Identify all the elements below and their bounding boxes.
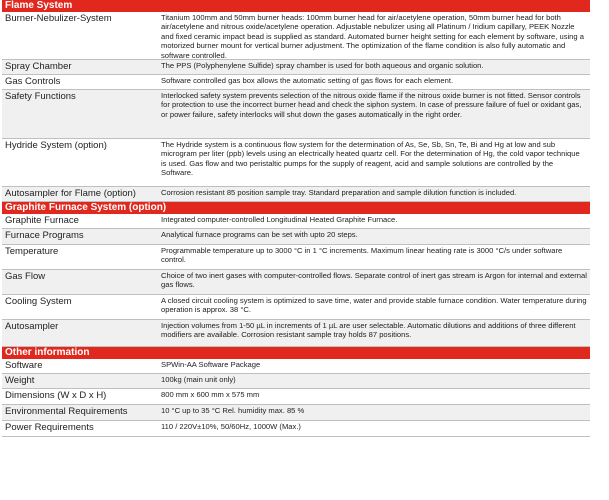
- spec-row: [2, 270, 590, 295]
- spec-value: Programmable temperature up to 3000 °C in 1 °C increments. Maximum linear heating rate is 3000 °C/s under software control.: [161, 246, 563, 265]
- spec-label: Graphite Furnace: [5, 215, 79, 226]
- spec-row: [2, 245, 590, 270]
- spec-value: Software controlled gas box allows the automatic setting of gas flows for each element.: [161, 76, 454, 85]
- spec-row: [2, 90, 590, 139]
- spec-row: [2, 187, 590, 202]
- spec-row: [2, 320, 590, 347]
- spec-value: 100kg (main unit only): [161, 375, 236, 384]
- spec-label: Safety Functions: [5, 91, 76, 102]
- spec-value: Integrated computer-controlled Longitudinal Heated Graphite Furnace.: [161, 215, 398, 224]
- spec-value: The Hydride system is a continuous flow system for the determination of As, Se, Sb, Sn, Te, Bi and Hg at low and sub microgram per liter (ppb) levels using an electrically heated quartz cell. For the determination of Hg, the cold vapor technique is used. Gas flow and two peristaltic pumps for the supply of reagent, acid and sample solutions are controlled by the Software.: [161, 140, 580, 178]
- spec-label: Dimensions (W x D x H): [5, 390, 107, 401]
- spec-value: Corrosion resistant 85 position sample tray. Standard preparation and sample dilution function is included.: [161, 188, 517, 197]
- spec-row: [2, 421, 590, 437]
- section-header-graphite-furnace: Graphite Furnace System (option): [2, 202, 590, 214]
- spec-label: Gas Controls: [5, 76, 61, 87]
- spec-value: The PPS (Polyphenylene Sulfide) spray chamber is used for both aqueous and organic solution.: [161, 61, 484, 70]
- spec-row: [2, 214, 590, 229]
- spec-label: Autosampler: [5, 321, 59, 332]
- spec-value: Injection volumes from 1-50 µL in increments of 1 µL are user selectable. Automatic dilutions and additions of three different modifiers are available. Corrosion resistant sample tray holds 87 positions.: [161, 321, 576, 340]
- spec-label: Hydride System (option): [5, 140, 107, 151]
- spec-row: [2, 389, 590, 405]
- spec-value: SPWin-AA Software Package: [161, 360, 261, 369]
- section-header-other-information: Other information: [2, 347, 590, 359]
- spec-label: Software: [5, 360, 43, 371]
- spec-row: [2, 359, 590, 374]
- spec-label: Cooling System: [5, 296, 72, 307]
- spec-row: [2, 229, 590, 245]
- spec-value: 800 mm x 600 mm x 575 mm: [161, 390, 260, 399]
- spec-label: Gas Flow: [5, 271, 46, 282]
- spec-label: Burner-Nebulizer-System: [5, 13, 112, 24]
- spec-row: [2, 12, 590, 60]
- spec-row: [2, 405, 590, 421]
- spec-table: [2, 0, 590, 437]
- spec-label: Environmental Requirements: [5, 406, 128, 417]
- spec-value: Analytical furnace programs can be set with upto 20 steps.: [161, 230, 358, 239]
- spec-value: Choice of two inert gases with computer-controlled flows. Separate control of inert gas stream is Argon for internal and external gas flows.: [161, 271, 587, 290]
- spec-row: [2, 295, 590, 320]
- spec-row: [2, 374, 590, 389]
- spec-label: Power Requirements: [5, 422, 94, 433]
- spec-value: Titanium 100mm and 50mm burner heads: 100mm burner head for air/acetylene operation, 50mm burner head for both air/acetylene and nitrous oxide/acetylene operation. Adjustable nebulizer using all Platinum / Iridium capillary, PEEK Nozzle and fixed ceramic impact bead is supplied as standard. Automated burner height setting for each element by software, using a motorized burner mount for vertical burner adjustment. The optimization of the flame condition is also fully automatic and software controlled.: [161, 13, 584, 60]
- spec-value: A closed circuit cooling system is optimized to save time, water and provide stable furnace condition. Water temperature during operation is approx. 38 °C.: [161, 296, 587, 315]
- spec-label: Weight: [5, 375, 35, 386]
- spec-label: Autosampler for Flame (option): [5, 188, 136, 199]
- section-header-flame-system: Flame System: [2, 0, 590, 12]
- spec-label: Temperature: [5, 246, 59, 257]
- spec-row: [2, 139, 590, 187]
- spec-value: 10 °C up to 35 °C Rel. humidity max. 85 %: [161, 406, 305, 415]
- spec-value: 110 / 220V±10%, 50/60Hz, 1000W (Max.): [161, 422, 301, 431]
- spec-label: Furnace Programs: [5, 230, 84, 241]
- spec-row: [2, 75, 590, 90]
- spec-label: Spray Chamber: [5, 61, 72, 72]
- spec-value: Interlocked safety system prevents selection of the nitrous oxide flame if the nitrous oxide burner is not fitted. Sensor controls for protection to use the incorrect burner head and check the siphon system. In case of pressure failure of fuel or oxidant gas, or power failure, safety interlocks will shut down the gases automatically in the right order.: [161, 91, 582, 119]
- spec-row: [2, 60, 590, 75]
